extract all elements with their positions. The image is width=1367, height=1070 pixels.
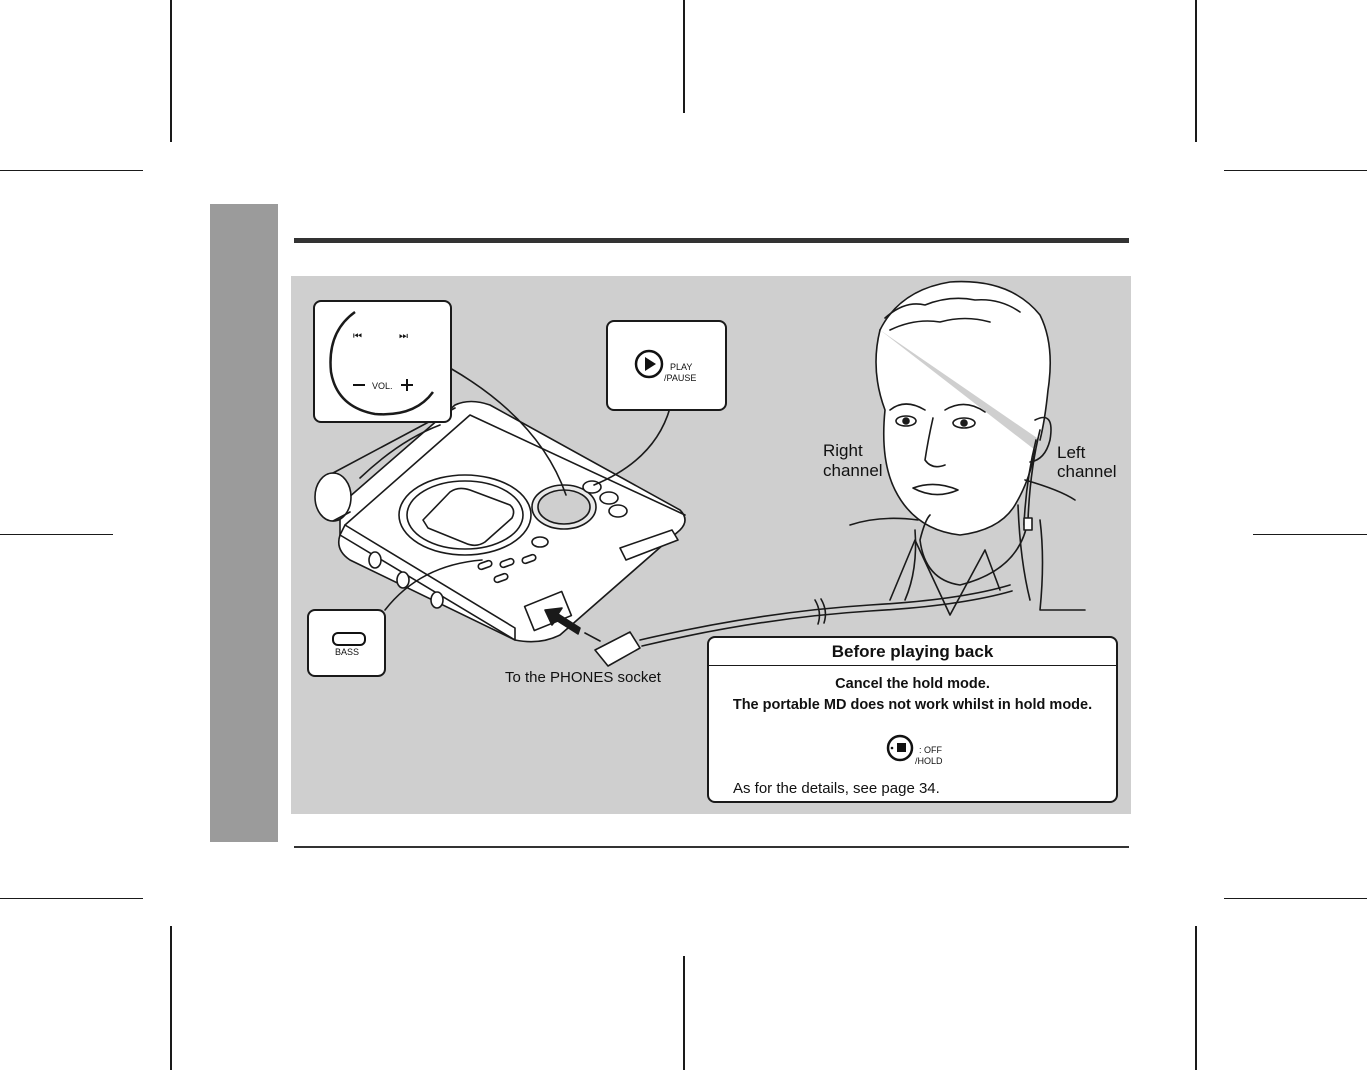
notice-title: Before playing back [709,638,1116,666]
play-label: PLAY [670,362,693,372]
stop-hold-icon [886,734,916,764]
right-channel-label: Right [823,441,863,460]
notice-line-2: The portable MD does not work whilst in hold mode. [732,697,1093,713]
play-pause-callout [606,320,727,411]
bass-button-icon [332,632,366,646]
svg-text:⏮: ⏮ [353,331,362,342]
notice-footer: As for the details, see page 34. [733,780,940,797]
volume-callout [313,300,452,423]
volume-dial [315,302,450,421]
bass-label: BASS [335,647,360,657]
right-channel-label-2: channel [823,461,883,480]
left-channel-label: Left [1057,443,1086,462]
svg-text:⏭: ⏭ [399,331,408,342]
phones-socket-caption: To the PHONES socket [505,669,661,686]
before-playing-notice [707,636,1118,803]
bass-callout [307,609,386,677]
vol-label: VOL. [372,381,393,391]
hold-label: /HOLD [915,756,943,766]
play-icon [634,349,668,383]
notice-line-1: Cancel the hold mode. [835,676,990,692]
pause-label: /PAUSE [664,373,697,383]
left-channel-label-2: channel [1057,462,1117,481]
off-label: : OFF [919,745,942,755]
